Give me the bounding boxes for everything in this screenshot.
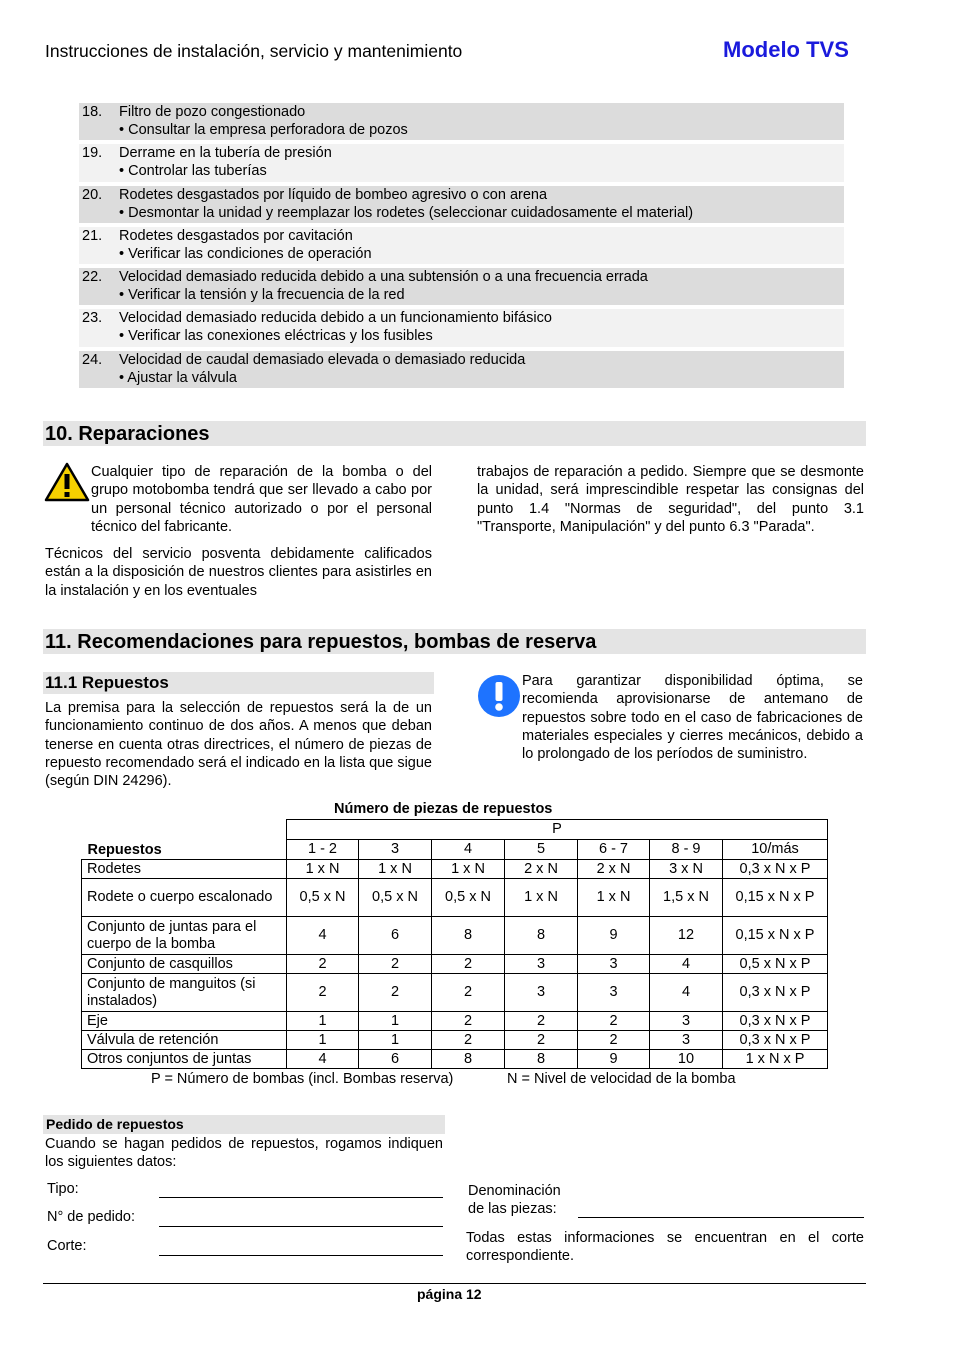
troubleshooting-list (79, 103, 844, 388)
quantity-cell: 0,3 x N x P (723, 1012, 828, 1031)
trouble-cause: Filtro de pozo congestionado (119, 104, 306, 120)
corte-label: Corte: (47, 1238, 87, 1254)
quantity-cell: 2 (287, 955, 359, 974)
trouble-remedy: • Ajustar la válvula (119, 370, 237, 386)
trouble-item (79, 144, 844, 182)
table-corner (82, 820, 287, 840)
pedido-label: N° de pedido: (47, 1209, 136, 1225)
trouble-text (119, 268, 844, 305)
quantity-cell: 2 (359, 955, 432, 974)
quantity-cell: 0,5 x N (432, 879, 505, 917)
quantity-cell: 6 (359, 1050, 432, 1069)
quantity-cell: 0,5 x N (287, 879, 359, 917)
quantity-cell: 1 (359, 1031, 432, 1050)
trouble-text (119, 103, 844, 140)
quantity-cell: 2 x N (505, 860, 578, 879)
quantity-cell: 2 (287, 974, 359, 1012)
trouble-item (79, 186, 844, 223)
trouble-cause: Velocidad demasiado reducida debido a un funcionamiento bifásico (119, 310, 552, 326)
quantity-cell: 4 (287, 917, 359, 955)
quantity-cell: 8 (505, 917, 578, 955)
column-header: 3 (359, 840, 432, 860)
trouble-item (79, 227, 844, 264)
trouble-remedy: • Controlar las tuberías (119, 163, 267, 179)
footnote-p: P = Número de bombas (incl. Bombas reserva) (151, 1071, 454, 1087)
trouble-text (119, 186, 844, 223)
quantity-cell: 3 (650, 1012, 723, 1031)
quantity-cell: 4 (650, 955, 723, 974)
quantity-cell: 4 (287, 1050, 359, 1069)
table-row (82, 1050, 828, 1069)
quantity-cell: 2 (432, 955, 505, 974)
exclamation-icon (477, 674, 521, 722)
trouble-item (79, 268, 844, 305)
quantity-cell: 3 (505, 974, 578, 1012)
column-header: 4 (432, 840, 505, 860)
trouble-number: 22. (82, 269, 103, 285)
table-caption: Número de piezas de repuestos (334, 801, 553, 817)
quantity-cell: 10 (650, 1050, 723, 1069)
quantity-cell: 2 (432, 974, 505, 1012)
quantity-cell: 1 (287, 1012, 359, 1031)
quantity-cell: 0,3 x N x P (723, 860, 828, 879)
footnote-n: N = Nivel de velocidad de la bomba (507, 1071, 736, 1087)
quantity-cell: 1,5 x N (650, 879, 723, 917)
part-name: Rodetes (82, 860, 287, 879)
tipo-field[interactable] (159, 1197, 443, 1198)
quantity-cell: 3 (505, 955, 578, 974)
order-heading: Pedido de repuestos (43, 1115, 445, 1134)
quantity-cell: 2 (578, 1031, 650, 1050)
trouble-text (119, 144, 844, 182)
table-row (82, 1012, 828, 1031)
quantity-cell: 2 (432, 1012, 505, 1031)
trouble-remedy: • Verificar la tensión y la frecuencia de la red (119, 287, 405, 303)
part-name: Válvula de retención (82, 1031, 287, 1050)
part-name: Conjunto de casquillos (82, 955, 287, 974)
quantity-cell: 1 x N (287, 860, 359, 879)
quantity-cell: 1 (287, 1031, 359, 1050)
quantity-cell: 1 x N (432, 860, 505, 879)
quantity-cell: 2 (359, 974, 432, 1012)
warning-icon (44, 462, 90, 506)
column-header: 1 - 2 (287, 840, 359, 860)
warning-text: Cualquier tipo de reparación de la bomba o del grupo motobomba tendrá que ser llevado a cabo por un personal técnico autorizado o por el personal técnico del fabricante. (91, 464, 432, 535)
quantity-cell: 8 (505, 1050, 578, 1069)
part-name: Conjunto de juntas para el cuerpo de la bomba (82, 917, 287, 955)
table-row (82, 879, 828, 917)
quantity-cell: 1 x N (578, 879, 650, 917)
part-name: Rodete o cuerpo escalonado (82, 879, 287, 917)
quantity-cell: 1 x N x P (723, 1050, 828, 1069)
row-header-label: Repuestos (87, 842, 162, 858)
quantity-cell: 1 x N (359, 860, 432, 879)
pedido-field[interactable] (159, 1226, 443, 1227)
quantity-cell: 2 (505, 1012, 578, 1031)
column-header: 5 (505, 840, 578, 860)
table-row (82, 917, 828, 955)
quantity-cell: 0,5 x N x P (723, 955, 828, 974)
column-header: 10/más (723, 840, 828, 860)
part-name: Otros conjuntos de juntas (82, 1050, 287, 1069)
quantity-cell: 8 (432, 1050, 505, 1069)
quantity-cell: 2 (505, 1031, 578, 1050)
quantity-cell: 2 x N (578, 860, 650, 879)
quantity-cell: 9 (578, 1050, 650, 1069)
trouble-item (79, 103, 844, 140)
table-row (82, 860, 828, 879)
part-name: Conjunto de manguitos (si instalados) (82, 974, 287, 1012)
order-intro: Cuando se hagan pedidos de repuestos, rogamos indiquen los siguientes datos: (45, 1136, 443, 1171)
trouble-number: 23. (82, 310, 103, 326)
trouble-text (119, 227, 844, 264)
quantity-cell: 0,3 x N x P (723, 1031, 828, 1050)
trouble-text (119, 309, 844, 347)
trouble-cause: Derrame en la tubería de presión (119, 145, 332, 161)
trouble-remedy: • Verificar las condiciones de operación (119, 246, 372, 262)
trouble-remedy: • Verificar las conexiones eléctricas y los fusibles (119, 328, 433, 344)
section-10-paragraph: Técnicos del servicio posventa debidamente calificados están a la disposición de nuestros clientes para asistirles en la instalación y en los eventuales (45, 546, 432, 599)
trouble-number: 21. (82, 228, 103, 244)
quantity-cell: 4 (650, 974, 723, 1012)
quantity-cell: 12 (650, 917, 723, 955)
section-10-heading: 10. Reparaciones (43, 421, 866, 446)
quantity-cell: 3 x N (650, 860, 723, 879)
denominacion-label: Denominación de las piezas: (468, 1183, 561, 1217)
table-row (82, 1031, 828, 1050)
quantity-cell: 2 (578, 1012, 650, 1031)
quantity-cell: 3 (578, 955, 650, 974)
column-header: 6 - 7 (578, 840, 650, 860)
p-label: P (287, 820, 828, 840)
trouble-item (79, 351, 844, 388)
quantity-cell: 0,5 x N (359, 879, 432, 917)
quantity-cell: 3 (578, 974, 650, 1012)
table-row (82, 955, 828, 974)
subsection-11-1-paragraph: La premisa para la selección de repuestos será la de un funcionamiento continuo de dos años. A menos que deban tenerse en cuenta otras directrices, el número de piezas de repuesto recomendado será el indicado en la lista que sigue (según DIN 24296). (45, 700, 432, 790)
quantity-cell: 0,3 x N x P (723, 974, 828, 1012)
page-number: página 12 (417, 1286, 482, 1302)
spare-parts-table (81, 819, 828, 1069)
trouble-remedy: • Desmontar la unidad y reemplazar los rodetes (seleccionar cuidadosamente el material) (119, 205, 694, 221)
subsection-11-1-heading: 11.1 Repuestos (43, 672, 434, 694)
quantity-cell: 0,15 x N x P (723, 917, 828, 955)
trouble-text (119, 351, 844, 388)
quantity-cell: 9 (578, 917, 650, 955)
table-row (82, 974, 828, 1012)
section-11-heading: 11. Recomendaciones para repuestos, bombas de reserva (43, 629, 866, 654)
trouble-cause: Velocidad de caudal demasiado elevada o demasiado reducida (119, 352, 526, 368)
trouble-remedy: • Consultar la empresa perforadora de pozos (119, 122, 408, 138)
availability-note: Para garantizar disponibilidad óptima, se recomienda aprovisionarse de antemano de repuestos sobre todo en el caso de fabricaciones de materiales especiales y cierres mecánicos, debido a lo prolongado de los períodos de suministro. (522, 673, 863, 763)
column-header: 8 - 9 (650, 840, 723, 860)
trouble-number: 19. (82, 145, 103, 161)
quantity-cell: 8 (432, 917, 505, 955)
trouble-cause: Velocidad demasiado reducida debido a una subtensión o a una frecuencia errada (119, 269, 648, 285)
corte-field[interactable] (159, 1255, 443, 1256)
part-name: Eje (82, 1012, 287, 1031)
quantity-cell: 6 (359, 917, 432, 955)
trouble-cause: Rodetes desgastados por cavitación (119, 228, 353, 244)
trouble-number: 24. (82, 352, 103, 368)
order-note: Todas estas informaciones se encuentran en el corte correspondiente. (466, 1230, 864, 1265)
model-title: Modelo TVS (723, 37, 849, 62)
trouble-cause: Rodetes desgastados por líquido de bombeo agresivo o con arena (119, 187, 548, 203)
section-10-paragraph-continued: trabajos de reparación a pedido. Siempre que se desmonte la unidad, será imprescindible respetar las consignas del punto 1.4 "Normas de seguridad", del punto 3.1 "Transporte, Manipulación" y del punto 6.3 "Parada". (477, 464, 864, 535)
trouble-item (79, 309, 844, 347)
document-title: Instrucciones de instalación, servicio y mantenimiento (45, 41, 463, 61)
quantity-cell: 3 (650, 1031, 723, 1050)
footer-rule (43, 1283, 866, 1284)
quantity-cell: 0,15 x N x P (723, 879, 828, 917)
quantity-cell: 2 (432, 1031, 505, 1050)
trouble-number: 18. (82, 104, 103, 120)
tipo-label: Tipo: (47, 1181, 79, 1197)
quantity-cell: 1 x N (505, 879, 578, 917)
denominacion-field[interactable] (578, 1217, 864, 1218)
trouble-number: 20. (82, 187, 103, 203)
quantity-cell: 1 (359, 1012, 432, 1031)
